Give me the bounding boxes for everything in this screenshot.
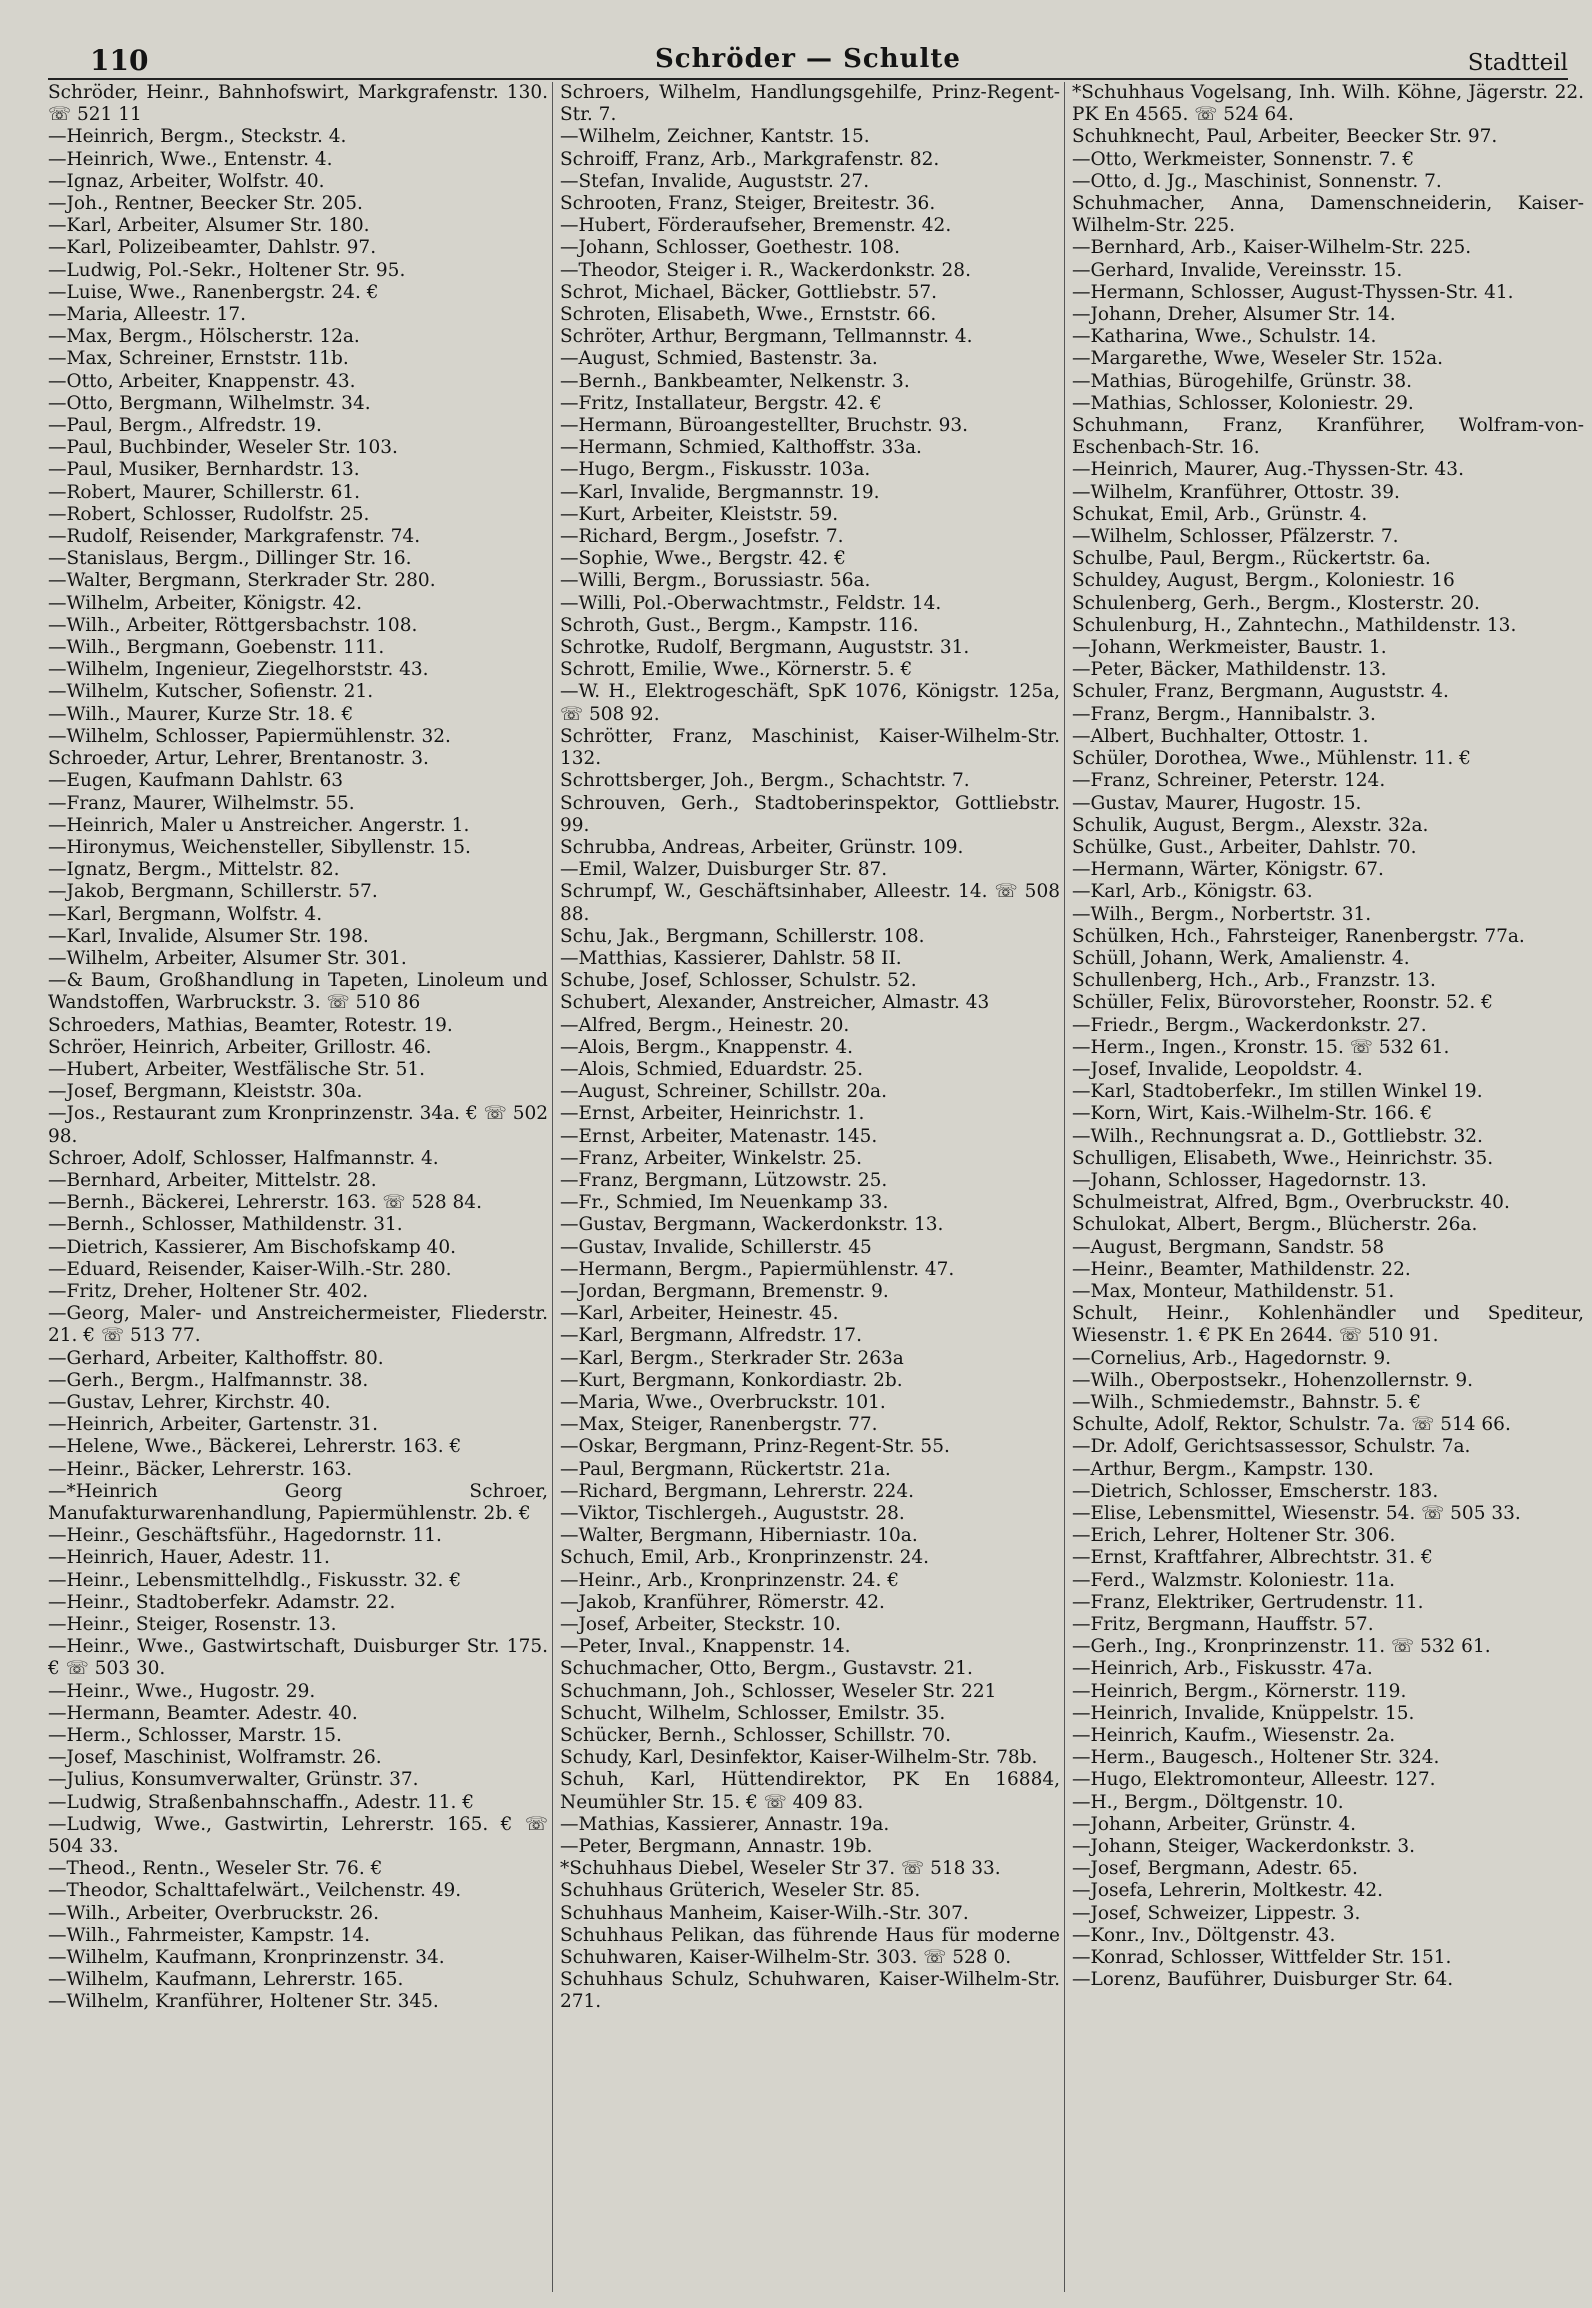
directory-entry: Schroeder, Artur, Lehrer, Brentanostr. 3. [48,748,429,770]
directory-entry: —Hermann, Beamter. Adestr. 40. [48,1702,358,1724]
directory-entry: —Gustav, Bergmann, Wackerdonkstr. 13. [560,1214,944,1236]
directory-entry: Schukat, Emil, Arb., Grünstr. 4. [1072,503,1368,525]
directory-entry: Schuhknecht, Paul, Arbeiter, Beecker Str. 97. [1072,126,1498,148]
directory-entry: Schroiff, Franz, Arb., Markgrafenstr. 82. [560,148,940,170]
page-number: 110 [90,44,149,77]
directory-entry: Schrumpf, W., Geschäftsinhaber, Alleestr. 14. ☏ 508 88. [560,881,1060,925]
directory-entry: —Peter, Bergmann, Annastr. 19b. [560,1836,873,1858]
directory-entry: Schrubba, Andreas, Arbeiter, Grünstr. 109. [560,836,964,858]
directory-entry: —Erich, Lehrer, Holtener Str. 306. [1072,1525,1396,1547]
directory-entry: —Fritz, Bergmann, Hauffstr. 57. [1072,1614,1374,1636]
directory-entry: —Heinr., Stadtoberfekr. Adamstr. 22. [48,1591,396,1613]
header-district-label: Stadtteil [1467,50,1568,76]
directory-entry: Schröder, Heinr., Bahnhofswirt, Markgrafenstr. 130. ☏ 521 11 [48,82,548,126]
directory-entry: Schult, Heinr., Kohlenhändler und Spediteur, Wiesenstr. 1. € PK En 2644. ☏ 510 91. [1072,1303,1584,1347]
directory-entry: —Ludwig, Wwe., Gastwirtin, Lehrerstr. 165. € ☏ 504 33. [48,1813,548,1858]
directory-entry: —Lorenz, Bauführer, Duisburger Str. 64. [1072,1969,1454,1991]
directory-entry: —Willi, Bergm., Borussiastr. 56a. [560,570,871,592]
directory-entry: —Dr. Adolf, Gerichtsassessor, Schulstr. 7a. [1072,1436,1471,1458]
directory-entry: Schuhhaus Schulz, Schuhwaren, Kaiser-Wilhelm-Str. 271. [560,1969,1060,2013]
directory-entry: —Hermann, Bergm., Papiermühlenstr. 47. [560,1258,955,1280]
directory-entry: —Josef, Maschinist, Wolframstr. 26. [48,1747,382,1769]
directory-entry: Schu, Jak., Bergmann, Schillerstr. 108. [560,925,925,947]
directory-entry: —Hubert, Förderaufseher, Bremenstr. 42. [560,215,952,237]
directory-entry: —Wilhelm, Kaufmann, Kronprinzenstr. 34. [48,1947,445,1969]
directory-entry: —Ernst, Kraftfahrer, Albrechtstr. 31. € [1072,1547,1433,1569]
directory-entry: —Hubert, Arbeiter, Westfälische Str. 51. [48,1058,426,1080]
directory-entry: —Josefa, Lehrerin, Moltkestr. 42. [1072,1880,1384,1902]
directory-entry: Schroten, Elisabeth, Wwe., Ernststr. 66. [560,304,937,326]
directory-entry: Schulenburg, H., Zahntechn., Mathildenstr. 13. [1072,614,1517,636]
directory-entry: —Bernhard, Arb., Kaiser-Wilhelm-Str. 225. [1072,237,1472,259]
column-divider [1064,82,1065,2292]
directory-entry: —Maria, Alleestr. 17. [48,304,247,326]
directory-column-2 [560,82,1060,2292]
directory-entry: —Hugo, Bergm., Fiskusstr. 103a. [560,459,871,481]
directory-entry: —Walter, Bergmann, Sterkrader Str. 280. [48,570,436,592]
directory-entry: —Wilh., Oberpostsekr., Hohenzollernstr. 9. [1072,1369,1474,1391]
directory-entry: —Dietrich, Schlosser, Emscherstr. 183. [1072,1480,1439,1502]
directory-entry: Schuldey, August, Bergm., Koloniestr. 16 [1072,570,1455,592]
directory-entry: —Georg, Maler- und Anstreichermeister, Fliederstr. 21. € ☏ 513 77. [48,1303,548,1347]
directory-entry: Schulmeistrat, Alfred, Bgm., Overbruckstr. 40. [1072,1192,1510,1214]
directory-entry: —Johann, Dreher, Alsumer Str. 14. [1072,304,1396,326]
directory-entry: Schulenberg, Gerh., Bergm., Klosterstr. 20. [1072,592,1480,614]
directory-entry: —Wilh., Arbeiter, Overbruckstr. 26. [48,1902,379,1924]
directory-entry: —Matthias, Kassierer, Dahlstr. 58 II. [560,947,902,969]
directory-entry: —Elise, Lebensmittel, Wiesenstr. 54. ☏ 505 33. [1072,1503,1521,1524]
directory-entry: —Wilh., Schmiedemstr., Bahnstr. 5. € [1072,1391,1421,1413]
directory-entry: Schuch, Emil, Arb., Kronprinzenstr. 24. [560,1547,929,1569]
directory-entry: —August, Schreiner, Schillstr. 20a. [560,1081,887,1103]
directory-entry: —Bernh., Schlosser, Mathildenstr. 31. [48,1214,403,1236]
directory-entry: —Gerhard, Arbeiter, Kalthoffstr. 80. [48,1347,384,1369]
directory-entry: —Jakob, Bergmann, Schillerstr. 57. [48,881,378,903]
directory-entry: —Johann, Arbeiter, Grünstr. 4. [1072,1813,1357,1835]
directory-entry: —Willi, Pol.-Oberwachtmstr., Feldstr. 14. [560,592,942,614]
directory-entry: —Fr., Schmied, Im Neuenkamp 33. [560,1192,889,1214]
directory-entry: —Kurt, Bergmann, Konkordiastr. 2b. [560,1369,903,1391]
directory-entry: —Katharina, Wwe., Schulstr. 14. [1072,326,1377,348]
directory-entry: —Paul, Bergm., Alfredstr. 19. [48,415,322,437]
directory-entry: Schuchmann, Joh., Schlosser, Weseler Str. 221 [560,1680,997,1702]
directory-entry: —Richard, Bergm., Josefstr. 7. [560,526,844,548]
directory-entry: —Otto, Bergmann, Wilhelmstr. 34. [48,392,371,414]
directory-entry: —Karl, Stadtoberfekr., Im stillen Winkel 19. [1072,1081,1483,1103]
directory-entry: —August, Bergmann, Sandstr. 58 [1072,1236,1385,1258]
directory-entry: —Heinr., Lebensmittelhdlg., Fiskusstr. 32. € [48,1569,462,1591]
directory-entry: —& Baum, Großhandlung in Tapeten, Linoleum und Wandstoffen, Warbruckstr. 3. ☏ 510 86 [48,970,548,1014]
directory-entry: —Otto, d. Jg., Maschinist, Sonnenstr. 7. [1072,170,1442,192]
directory-entry: —Rudolf, Reisender, Markgrafenstr. 74. [48,526,421,548]
directory-entry: Schüll, Johann, Werk, Amalienstr. 4. [1072,947,1410,969]
directory-entry: —Hermann, Schlosser, August-Thyssen-Str. 41. [1072,281,1514,303]
directory-entry: Schrottsberger, Joh., Bergm., Schachtstr. 7. [560,770,970,792]
directory-entry: —Theod., Rentn., Weseler Str. 76. € [48,1858,383,1880]
directory-entry: —Wilhelm, Kutscher, Sofienstr. 21. [48,681,374,703]
directory-entry: Schrotke, Rudolf, Bergmann, Auguststr. 31. [560,637,970,659]
directory-entry: —Ernst, Arbeiter, Heinrichstr. 1. [560,1103,865,1125]
directory-entry: —Eduard, Reisender, Kaiser-Wilh.-Str. 280. [48,1258,452,1280]
directory-entry: Schulik, August, Bergm., Alexstr. 32a. [1072,814,1429,836]
directory-entry: —Wilhelm, Zeichner, Kantstr. 15. [560,126,870,148]
directory-entry: —Wilhelm, Ingenieur, Ziegelhorststr. 43. [48,659,429,681]
directory-entry: —Wilh., Fahrmeister, Kampstr. 14. [48,1924,370,1946]
directory-column-1 [48,82,548,2292]
directory-entry: —Heinr., Wwe., Hugostr. 29. [48,1680,316,1702]
directory-entry: —Ignatz, Bergm., Mittelstr. 82. [48,859,340,881]
directory-entry: —Konr., Inv., Döltgenstr. 43. [1072,1924,1336,1946]
directory-entry: —Stanislaus, Bergm., Dillinger Str. 16. [48,548,412,570]
directory-entry: Schrouven, Gerh., Stadtoberinspektor, Gottliebstr. 99. [560,792,1060,836]
directory-entry: —Heinrich, Invalide, Knüppelstr. 15. [1072,1702,1415,1724]
directory-entry: —Oskar, Bergmann, Prinz-Regent-Str. 55. [560,1436,950,1458]
directory-entry: —Josef, Invalide, Leopoldstr. 4. [1072,1058,1363,1080]
directory-entry: —Fritz, Installateur, Bergstr. 42. € [560,392,882,414]
directory-entry: —Wilhelm, Arbeiter, Königstr. 42. [48,592,363,614]
directory-entry: —Alois, Schmied, Eduardstr. 25. [560,1058,863,1080]
directory-entry: Schröter, Arthur, Bergmann, Tellmannstr. 4. [560,326,973,348]
directory-entry: —Karl, Arb., Königstr. 63. [1072,881,1313,903]
directory-entry: Schucht, Wilhelm, Schlosser, Emilstr. 35. [560,1702,946,1724]
directory-entry: —Ferd., Walzmstr. Koloniestr. 11a. [1072,1569,1395,1591]
directory-entry: —Peter, Inval., Knappenstr. 14. [560,1636,851,1658]
directory-entry: —Wilhelm, Schlosser, Pfälzerstr. 7. [1072,526,1399,548]
directory-entry: —Bernh., Bankbeamter, Nelkenstr. 3. [560,370,910,392]
directory-entry: Schuhmann, Franz, Kranführer, Wolfram-von-Eschenbach-Str. 16. [1072,415,1584,459]
directory-entry: —Franz, Bergm., Hannibalstr. 3. [1072,703,1376,725]
directory-entry: —Wilhelm, Arbeiter, Alsumer Str. 301. [48,947,407,969]
directory-entry: —Albert, Buchhalter, Ottostr. 1. [1072,725,1369,747]
directory-entry: —Eugen, Kaufmann Dahlstr. 63 [48,770,344,792]
directory-entry: Schüler, Dorothea, Wwe., Mühlenstr. 11. € [1072,748,1471,770]
column-divider [552,82,553,2292]
directory-entry: Schuchmacher, Otto, Bergm., Gustavstr. 21. [560,1658,973,1680]
directory-entry: —Heinrich, Wwe., Entenstr. 4. [48,148,333,170]
directory-entry: —Mathias, Bürogehilfe, Grünstr. 38. [1072,370,1412,392]
directory-entry: Schuhhaus Grüterich, Weseler Str. 85. [560,1880,921,1902]
directory-entry: Schüller, Felix, Bürovorsteher, Roonstr. 52. € [1072,992,1493,1014]
directory-entry: —Ludwig, Pol.-Sekr., Holtener Str. 95. [48,259,406,281]
directory-entry: —Johann, Schlosser, Hagedornstr. 13. [1072,1169,1427,1191]
directory-entry: —Franz, Bergmann, Lützowstr. 25. [560,1169,888,1191]
directory-entry: Schubert, Alexander, Anstreicher, Almastr. 43 [560,992,990,1014]
directory-entry: —Joh., Rentner, Beecker Str. 205. [48,193,363,215]
directory-entry: —Hermann, Schmied, Kalthoffstr. 33a. [560,437,922,459]
directory-entry: Schroth, Gust., Bergm., Kampstr. 116. [560,614,919,636]
directory-entry: Schrooten, Franz, Steiger, Breitestr. 36. [560,193,936,215]
directory-entry: Schulligen, Elisabeth, Wwe., Heinrichstr. 35. [1072,1147,1494,1169]
directory-entry: —Walter, Bergmann, Hiberniastr. 10a. [560,1525,918,1547]
directory-entry: Schroer, Adolf, Schlosser, Halfmannstr. 4. [48,1147,439,1169]
directory-entry: —Herm., Baugesch., Holtener Str. 324. [1072,1747,1440,1769]
directory-entry: —Gustav, Invalide, Schillerstr. 45 [560,1236,872,1258]
directory-entry: —Robert, Maurer, Schillerstr. 61. [48,481,361,503]
directory-entry: —Heinr., Wwe., Gastwirtschaft, Duisburger Str. 175. € ☏ 503 30. [48,1636,548,1680]
directory-entry: —Wilh., Arbeiter, Röttgersbachstr. 108. [48,614,418,636]
directory-entry: —Jos., Restaurant zum Kronprinzenstr. 34a. € ☏ 502 98. [48,1103,548,1147]
directory-entry: —Gerhard, Invalide, Vereinsstr. 15. [1072,259,1403,281]
directory-entry: —Gerh., Ing., Kronprinzenstr. 11. ☏ 532 61. [1072,1636,1491,1658]
directory-entry: Schülke, Gust., Arbeiter, Dahlstr. 70. [1072,836,1417,858]
directory-column-3 [1072,82,1584,2292]
directory-entry: —Gustav, Lehrer, Kirchstr. 40. [48,1391,331,1413]
directory-entry: —Wilh., Bergm., Norbertstr. 31. [1072,903,1372,925]
directory-entry: —Wilh., Maurer, Kurze Str. 18. € [48,703,354,725]
directory-entry: Schrott, Emilie, Wwe., Körnerstr. 5. € [560,659,913,681]
directory-entry: —Dietrich, Kassierer, Am Bischofskamp 40. [48,1236,456,1258]
directory-entry: —Heinr., Arb., Kronprinzenstr. 24. € [560,1569,899,1591]
page-title: Schröder — Schulte [655,44,961,74]
directory-entry: —Wilhelm, Kranführer, Ottostr. 39. [1072,481,1400,503]
directory-entry: —Wilhelm, Kaufmann, Lehrerstr. 165. [48,1969,404,1991]
directory-entry: —Hermann, Büroangestellter, Bruchstr. 93. [560,415,969,437]
directory-entry: —Emil, Walzer, Duisburger Str. 87. [560,859,888,881]
directory-entry: —Wilhelm, Kranführer, Holtener Str. 345. [48,1991,439,2013]
directory-entry: —Karl, Arbeiter, Alsumer Str. 180. [48,215,370,237]
directory-entry: —Ignaz, Arbeiter, Wolfstr. 40. [48,170,325,192]
directory-entry: —Heinrich, Maurer, Aug.-Thyssen-Str. 43. [1072,459,1464,481]
directory-entry: —Theodor, Schalttafelwärt., Veilchenstr. 49. [48,1880,462,1902]
directory-entry: —Maria, Wwe., Overbruckstr. 101. [560,1391,886,1413]
directory-entry: —Gerh., Bergm., Halfmannstr. 38. [48,1369,369,1391]
directory-entry: —Heinr., Geschäftsführ., Hagedornstr. 11. [48,1525,442,1547]
directory-entry: —Wilh., Bergmann, Goebenstr. 111. [48,637,385,659]
directory-entry: —*Heinrich Georg Schroer, Manufakturwarenhandlung, Papiermühlenstr. 2b. € [48,1480,548,1524]
directory-entry: —Heinr., Steiger, Rosenstr. 13. [48,1614,337,1636]
directory-entry: —Johann, Schlosser, Goethestr. 108. [560,237,900,259]
directory-entry: —Friedr., Bergm., Wackerdonkstr. 27. [1072,1014,1427,1036]
directory-entry: —Peter, Bäcker, Mathildenstr. 13. [1072,659,1387,681]
directory-entry: —Franz, Schreiner, Peterstr. 124. [1072,770,1386,792]
directory-entry: —Josef, Schweizer, Lippestr. 3. [1072,1902,1361,1924]
directory-entry: —Cornelius, Arb., Hagedornstr. 9. [1072,1347,1392,1369]
directory-entry: —Max, Monteur, Mathildenstr. 51. [1072,1280,1395,1302]
directory-entry: —Heinr., Beamter, Mathildenstr. 22. [1072,1258,1411,1280]
directory-entry: —Alois, Bergm., Knappenstr. 4. [560,1036,853,1058]
directory-entry: Schulte, Adolf, Rektor, Schulstr. 7a. ☏ 514 66. [1072,1414,1511,1436]
directory-entry: Schuler, Franz, Bergmann, Auguststr. 4. [1072,681,1449,703]
directory-entry: —Konrad, Schlosser, Wittfelder Str. 151. [1072,1947,1452,1969]
directory-entry: —Stefan, Invalide, Auguststr. 27. [560,170,870,192]
directory-entry: *Schuhhaus Diebel, Weseler Str 37. ☏ 518 33. [560,1858,1001,1880]
directory-entry: —Karl, Bergmann, Alfredstr. 17. [560,1325,862,1347]
directory-entry: Schudy, Karl, Desinfektor, Kaiser-Wilhelm-Str. 78b. [560,1747,1038,1769]
directory-entry: —Theodor, Steiger i. R., Wackerdonkstr. 28. [560,259,971,281]
directory-entry: Schulokat, Albert, Bergm., Blücherstr. 26a. [1072,1214,1478,1236]
directory-entry: —Karl, Bergm., Sterkrader Str. 263a [560,1347,904,1369]
directory-entry: Schuhmacher, Anna, Damenschneiderin, Kaiser-Wilhelm-Str. 225. [1072,193,1584,237]
directory-entry: —Margarethe, Wwe, Weseler Str. 152a. [1072,348,1443,370]
directory-entry: —Mathias, Schlosser, Koloniestr. 29. [1072,392,1414,414]
directory-entry: —Max, Steiger, Ranenbergstr. 77. [560,1414,878,1436]
directory-entry: —Ludwig, Straßenbahnschaffn., Adestr. 11. € [48,1791,475,1813]
directory-entry: —Josef, Bergmann, Kleiststr. 30a. [48,1081,363,1103]
directory-entry: —Karl, Invalide, Alsumer Str. 198. [48,925,369,947]
directory-entry: —Heinrich, Kaufm., Wiesenstr. 2a. [1072,1725,1396,1747]
directory-entry: —Wilh., Rechnungsrat a. D., Gottliebstr. 32. [1072,1125,1483,1147]
directory-entry: —Jakob, Kranführer, Römerstr. 42. [560,1591,885,1613]
directory-entry: —Herm., Ingen., Kronstr. 15. ☏ 532 61. [1072,1036,1450,1058]
directory-entry: —Max, Schreiner, Ernststr. 11b. [48,348,349,370]
directory-entry: —Julius, Konsumverwalter, Grünstr. 37. [48,1769,419,1791]
directory-entry: —Korn, Wirt, Kais.-Wilhelm-Str. 166. € [1072,1103,1433,1125]
directory-entry: —Bernhard, Arbeiter, Mittelstr. 28. [48,1169,377,1191]
directory-entry: —Helene, Wwe., Bäckerei, Lehrerstr. 163. € [48,1436,462,1458]
directory-entry: —Jordan, Bergmann, Bremenstr. 9. [560,1280,889,1302]
directory-entry: —Alfred, Bergm., Heinestr. 20. [560,1014,850,1036]
directory-entry: —H., Bergm., Döltgenstr. 10. [1072,1791,1344,1813]
directory-entry: Schröer, Heinrich, Arbeiter, Grillostr. 46. [48,1036,432,1058]
directory-entry: Schuhhaus Manheim, Kaiser-Wilh.-Str. 307. [560,1902,969,1924]
directory-entry: —Franz, Arbeiter, Winkelstr. 25. [560,1147,863,1169]
directory-entry: —Herm., Schlosser, Marstr. 15. [48,1725,342,1747]
directory-entry: —Hironymus, Weichensteller, Sibyllenstr. 15. [48,836,471,858]
directory-entry: —Franz, Elektriker, Gertrudenstr. 11. [1072,1591,1424,1613]
directory-entry: Schücker, Bernh., Schlosser, Schillstr. 70. [560,1725,951,1747]
directory-entry: —Robert, Schlosser, Rudolfstr. 25. [48,503,370,525]
directory-entry: —Karl, Bergmann, Wolfstr. 4. [48,903,323,925]
directory-entry: —Arthur, Bergm., Kampstr. 130. [1072,1458,1374,1480]
directory-entry: —Sophie, Wwe., Bergstr. 42. € [560,548,846,570]
directory-entry: —August, Schmied, Bastenstr. 3a. [560,348,878,370]
directory-entry: —Luise, Wwe., Ranenbergstr. 24. € [48,281,379,303]
directory-entry: —Franz, Maurer, Wilhelmstr. 55. [48,792,355,814]
directory-entry: —Gustav, Maurer, Hugostr. 15. [1072,792,1362,814]
directory-entry: —Kurt, Arbeiter, Kleiststr. 59. [560,503,839,525]
directory-entry: —Heinrich, Arbeiter, Gartenstr. 31. [48,1414,378,1436]
directory-entry: Schulbe, Paul, Bergm., Rückertstr. 6a. [1072,548,1431,570]
directory-entry: —Heinrich, Hauer, Adestr. 11. [48,1547,330,1569]
directory-entry: Schroers, Wilhelm, Handlungsgehilfe, Prinz-Regent-Str. 7. [560,82,1060,126]
directory-entry: —Viktor, Tischlergeh., Auguststr. 28. [560,1503,905,1524]
directory-entry: —W. H., Elektrogeschäft, SpK 1076, Königstr. 125a, ☏ 508 92. [560,681,1060,725]
directory-entry: —Heinr., Bäcker, Lehrerstr. 163. [48,1458,353,1480]
directory-entry: —Johann, Steiger, Wackerdonkstr. 3. [1072,1836,1415,1858]
directory-entry: Schuh, Karl, Hüttendirektor, PK En 16884, Neumühler Str. 15. € ☏ 409 83. [560,1769,1060,1813]
directory-entry: —Otto, Arbeiter, Knappenstr. 43. [48,370,356,392]
directory-entry: —Richard, Bergmann, Lehrerstr. 224. [560,1480,914,1502]
directory-entry: —Karl, Arbeiter, Heinestr. 45. [560,1303,839,1325]
directory-entry: —Heinrich, Arb., Fiskusstr. 47a. [1072,1658,1373,1680]
directory-entry: Schube, Josef, Schlosser, Schulstr. 52. [560,970,917,992]
directory-entry: —Karl, Invalide, Bergmannstr. 19. [560,481,880,503]
directory-entry: —Hermann, Wärter, Königstr. 67. [1072,859,1384,881]
directory-entry: —Max, Bergm., Hölscherstr. 12a. [48,326,360,348]
directory-entry: —Hugo, Elektromonteur, Alleestr. 127. [1072,1769,1436,1791]
directory-entry: —Karl, Polizeibeamter, Dahlstr. 97. [48,237,377,259]
directory-entry: Schullenberg, Hch., Arb., Franzstr. 13. [1072,970,1436,992]
directory-entry: —Josef, Bergmann, Adestr. 65. [1072,1858,1358,1880]
directory-entry: —Johann, Werkmeister, Baustr. 1. [1072,637,1387,659]
directory-entry: Schrot, Michael, Bäcker, Gottliebstr. 57. [560,281,937,303]
directory-entry: —Heinrich, Bergm., Steckstr. 4. [48,126,347,148]
directory-entry: —Paul, Musiker, Bernhardstr. 13. [48,459,360,481]
directory-entry: —Otto, Werkmeister, Sonnenstr. 7. € [1072,148,1415,170]
directory-entry: —Wilhelm, Schlosser, Papiermühlenstr. 32. [48,725,451,747]
directory-entry: —Ernst, Arbeiter, Matenastr. 145. [560,1125,878,1147]
directory-entry: —Heinrich, Bergm., Körnerstr. 119. [1072,1680,1407,1702]
directory-entry: Schülken, Hch., Fahrsteiger, Ranenbergstr. 77a. [1072,925,1525,947]
page-header [48,38,1568,80]
directory-entry: Schrötter, Franz, Maschinist, Kaiser-Wilhelm-Str. 132. [560,725,1060,770]
directory-entry: *Schuhhaus Vogelsang, Inh. Wilh. Köhne, Jägerstr. 22. PK En 4565. ☏ 524 64. [1072,82,1584,126]
directory-entry: —Fritz, Dreher, Holtener Str. 402. [48,1280,369,1302]
directory-entry: —Heinrich, Maler u Anstreicher. Angerstr. 1. [48,814,470,836]
directory-entry: —Bernh., Bäckerei, Lehrerstr. 163. ☏ 528 84. [48,1192,482,1214]
directory-entry: Schroeders, Mathias, Beamter, Rotestr. 19. [48,1014,453,1036]
directory-entry: —Mathias, Kassierer, Annastr. 19a. [560,1813,890,1835]
directory-entry: Schuhhaus Pelikan, das führende Haus für moderne Schuhwaren, Kaiser-Wilhelm-Str. 303. ☏ 528 0. [560,1924,1060,1969]
directory-entry: —Josef, Arbeiter, Steckstr. 10. [560,1614,841,1636]
directory-entry: —Paul, Buchbinder, Weseler Str. 103. [48,437,398,459]
directory-entry: —Paul, Bergmann, Rückertstr. 21a. [560,1458,891,1480]
